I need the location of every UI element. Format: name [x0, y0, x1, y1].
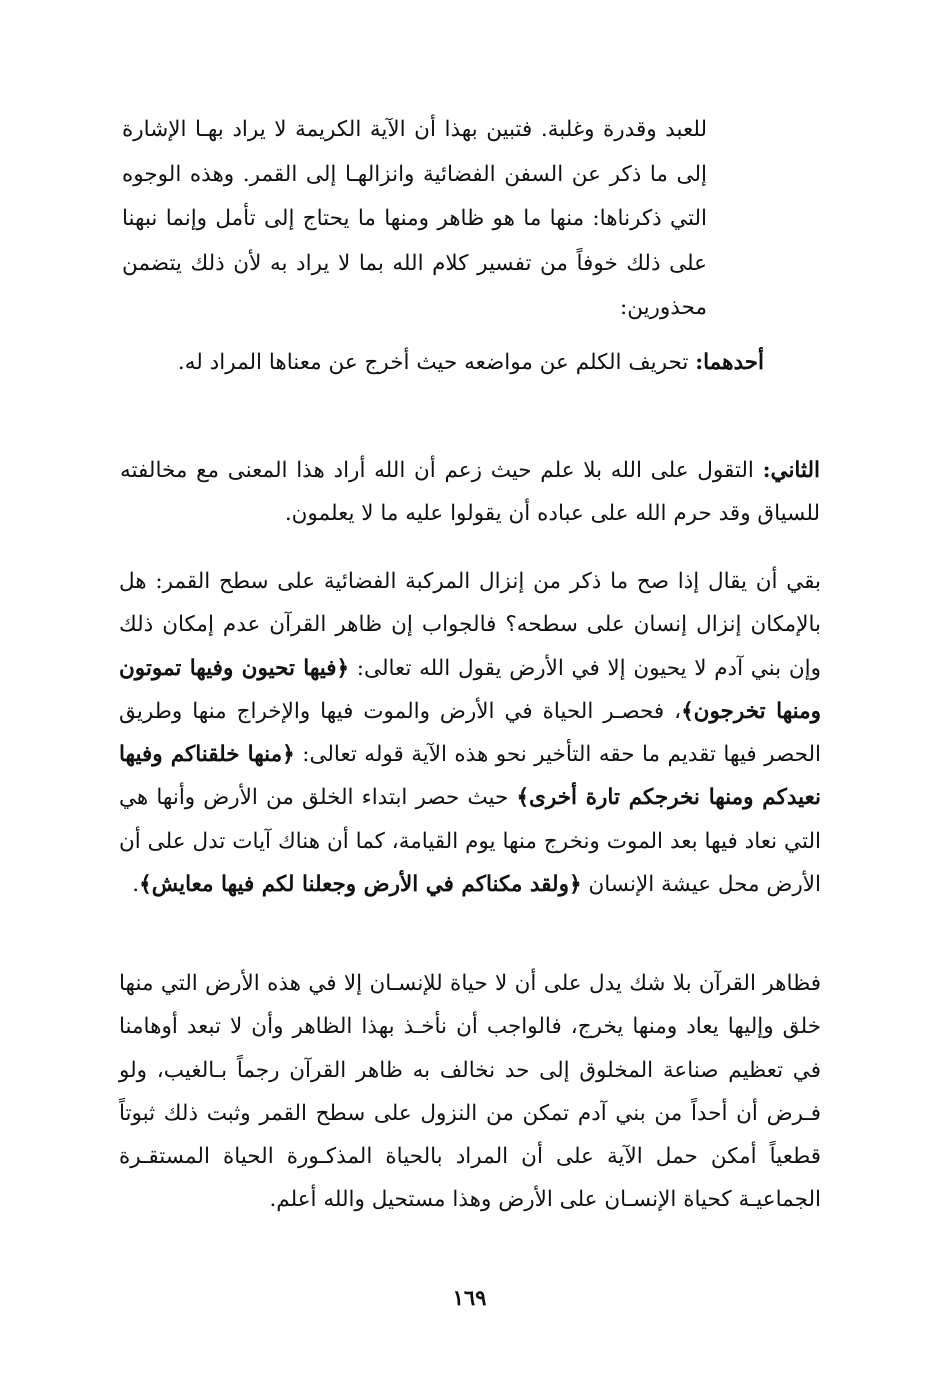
paragraph-intro-text: للعبد وقدرة وغلبة. فتبين بهذا أن الآية الكريمة لا يراد بهـا الإشارة إلى ما ذكر عن السفن الفضائية وانزالهـا إلى القمر. وهذه الوجوه التي ذكرناها: منها ما هو ظاهر ومنها ما يحتاج إلى تأمل وإنما نبهنا على ذلك خوفاً من تفسير كلام الله بما لا يراد به لأن ذلك يتضمن محذورين:	[122, 117, 707, 321]
quran-verse-1: ﴿فيها تحيون وفيها تموتون ومنها تخرجون﴾	[119, 655, 821, 724]
paragraph-second-point	[120, 449, 820, 535]
first-point-label: أحدهما:	[695, 350, 764, 375]
paragraph-quran-life-on-earth	[119, 560, 821, 906]
p4-text-a: بقي أن يقال إذا صح ما ذكر من إنزال المركبة الفضائية على سطح القمر: هل بالإمكان إنزال إنسان على سطحه؟ فالجواب إن ظاهر القرآن عدم إمكان ذلك وإن بني آدم لا يحيون إلا في الأرض يقول الله تعالى:	[119, 569, 821, 681]
second-point-label: الثاني:	[762, 458, 820, 483]
paragraph-conclusion-text: فظاهر القرآن بلا شك يدل على أن لا حياة للإنسـان إلا في هذه الأرض التي منها خلق وإليها يعاد ومنها يخرج، فالواجب أن نأخـذ بهذا الظاهر وأن لا تبعد أوهامنا في تعظيم صناعة المخلوق إلى حد نخالف به ظاهر القرآن رجماً بـالغيب، ولو فـرض أن أحداً من بني آدم تمكن من النزول على سطح القمر وثبت ذلك ثبوتاً قطعياً أمكن حمل الآية على أن المراد بالحياة المذكـورة الحياة المستقـرة الجماعيـة كحياة الإنسـان على الأرض وهذا مستحيل والله أعلم.	[119, 971, 821, 1213]
p4-text-c: حيث حصر ابتداء الخلق من الأرض وأنها هي التي نعاد فيها بعد الموت ونخرج منها يوم القيامة، كما أن هناك آيات تدل على أن الأرض محل عيشة الإنسان	[119, 785, 821, 898]
p4-text-b: ، فحصـر الحياة في الأرض والموت فيها والإخراج منها وطريق الحصر فيها تقديم ما حقه التأخير نحو هذه الآية قوله تعالى:	[119, 698, 821, 768]
page-number: ١٦٩	[452, 1285, 487, 1310]
paragraph-first-point	[119, 339, 764, 387]
second-point-text: التقول على الله بلا علم حيث زعم أن الله أراد هذا المعنى مع مخالفته للسياق وقد حرم الله على عباده أن يقولوا عليه ما لا يعلمون.	[120, 458, 820, 526]
paragraph-intro	[122, 108, 707, 331]
quran-verse-3: ﴿ولقد مكناكم في الأرض وجعلنا لكم فيها معايش﴾	[139, 872, 582, 898]
quran-verse-2: ﴿منها خلقناكم وفيها نعيدكم ومنها نخرجكم تارة أخرى﴾	[119, 742, 821, 811]
first-point-text: تحريف الكلم عن مواضعه حيث أخرج عن معناها المراد له.	[177, 350, 689, 375]
p4-text-d: .	[132, 872, 140, 898]
paragraph-conclusion	[119, 962, 821, 1222]
